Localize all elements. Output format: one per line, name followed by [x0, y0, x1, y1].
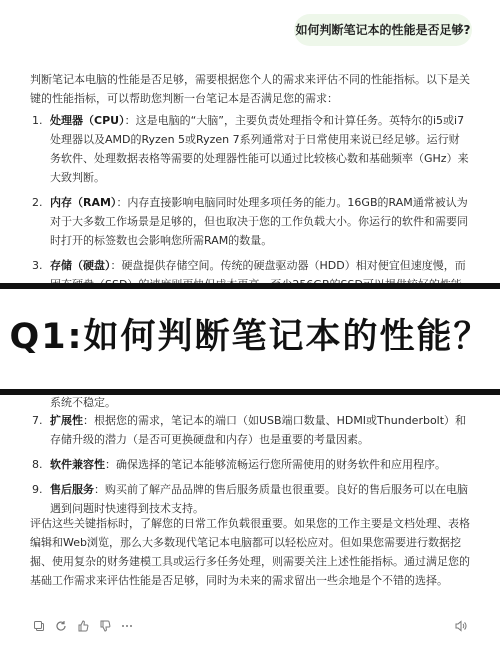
list-item	[30, 193, 470, 250]
speaker-icon[interactable]	[454, 620, 468, 634]
item-6-tail: 系统不稳定。	[50, 396, 116, 409]
item-number: 3.	[32, 259, 43, 272]
list-item	[30, 480, 470, 518]
item-text: ：确保选择的笔记本能够流畅运行您所需使用的财务软件和应用程序。	[105, 458, 446, 471]
item-title: 扩展性	[50, 414, 83, 427]
item-title: 内存（RAM）	[50, 196, 117, 209]
list-item	[30, 455, 470, 474]
answer-list-bottom	[30, 411, 470, 524]
item-text: ：这是电脑的“大脑”，主要负责处理指令和计算任务。英特尔的i5或i7处理器以及AMD的Ryzen 5或Ryzen 7系列通常对于日常使用来说已经足够。运行财务软件、处理数据表格等需要的处理器性能可以通过比较核心数和基础频率（GHz）来大致判断。	[50, 114, 469, 184]
user-message-bubble: 如何判断笔记本的性能是否足够?	[294, 14, 472, 46]
copy-icon[interactable]	[32, 620, 46, 634]
answer-intro: 判断笔记本电脑的性能是否足够，需要根据您个人的需求来评估不同的性能指标。以下是关键的性能指标，可以帮助您判断一台笔记本是否满足您的需求：	[30, 73, 470, 105]
message-toolbar	[30, 620, 470, 638]
title-banner	[0, 283, 500, 395]
item-number: 9.	[32, 483, 43, 496]
thumbs-down-icon[interactable]	[98, 620, 112, 634]
list-item	[30, 411, 470, 449]
item-text: ：硬盘提供存储空间。传统的硬盘驱动器（HDD）相对便宜但速度慢，而	[110, 259, 466, 272]
item-number: 1.	[32, 114, 43, 127]
item-text: ：内存直接影响电脑同时处理多项任务的能力。16GB的RAM通常被认为对于大多数工作场景是足够的，但也取决于您的工作负载大小。你运行的软件和需要同时打开的标签数也会影响您所需RAM的数量。	[50, 196, 468, 247]
more-icon[interactable]	[120, 620, 134, 634]
banner-title: Q1:如何判断笔记本的性能？	[9, 317, 491, 357]
thumbs-up-icon[interactable]	[76, 620, 90, 634]
item-number: 8.	[32, 458, 43, 471]
item-number: 7.	[32, 414, 43, 427]
answer-summary: 评估这些关键指标时，了解您的日常工作负载很重要。如果您的工作主要是文档处理、表格编辑和Web浏览，那么大多数现代笔记本电脑都可以轻松应对。但如果您需要进行数据挖掘、使用复杂的财务建模工具或运行多任务处理，则需要关注上述性能指标。通过满足您的基础工作需求来评估性能是否足够，同时为未来的需求留出一些余地是个不错的选择。	[30, 517, 470, 587]
item-text: ：购买前了解产品品牌的售后服务质量也很重要。良好的售后服务可以在电脑遇到问题时快速得到技术支持。	[50, 483, 468, 515]
item-number: 2.	[32, 196, 43, 209]
refresh-icon[interactable]	[54, 620, 68, 634]
item-title: 存储（硬盘）	[50, 259, 111, 272]
item-title: 售后服务	[50, 483, 94, 496]
item-title: 处理器（CPU）	[50, 114, 125, 127]
item-title: 软件兼容性	[50, 458, 105, 471]
list-item	[30, 111, 470, 187]
item-text: ：根据您的需求，笔记本的端口（如USB端口数量、HDMI或Thunderbolt）和存储升级的潜力（是否可更换硬盘和内存）也是重要的考量因素。	[50, 414, 467, 446]
